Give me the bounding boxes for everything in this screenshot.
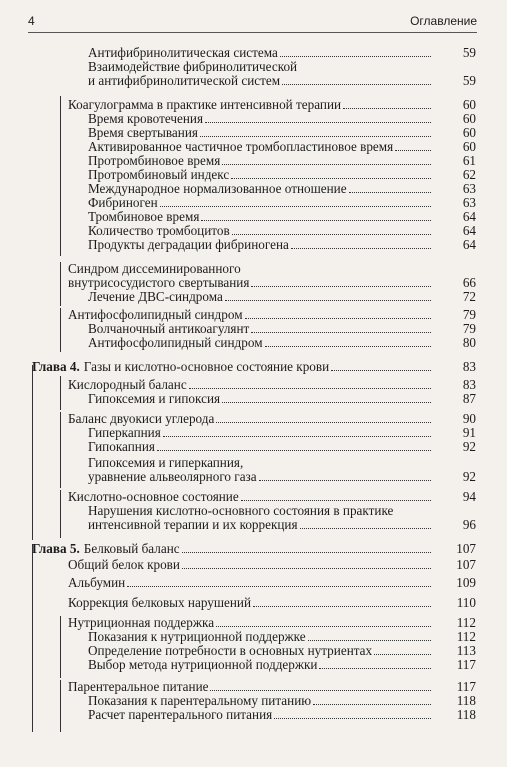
toc-entry[interactable] [88,630,476,644]
dot-leader [319,658,431,669]
dot-leader [231,168,431,179]
dot-leader [182,558,431,569]
dot-leader [210,680,431,691]
toc-entry[interactable] [88,336,476,350]
dot-leader [313,694,431,705]
toc-entry[interactable] [88,182,476,196]
toc-entry-title: Протромбиновое время [88,153,221,168]
toc-entry[interactable] [68,616,476,630]
toc-entry-title-cont: уравнение альвеолярного газа [88,469,257,484]
toc-entry[interactable] [68,490,476,504]
dot-leader [343,98,431,109]
page-ref: 107 [456,557,476,572]
dot-leader [265,336,431,347]
toc-entry-title: Антифосфолипидный синдром [68,307,243,322]
toc-entry[interactable] [68,308,476,322]
chapter-number: Глава 4. [32,359,80,374]
page-number: 4 [28,14,35,28]
toc-entry[interactable] [88,456,476,484]
toc-entry-title: Гипоксемия и гиперкапния, [88,455,244,470]
page-ref: 117 [456,657,476,672]
dot-leader [205,112,431,123]
toc-entry[interactable] [88,694,476,708]
toc-entry[interactable] [68,596,476,610]
toc-entry[interactable] [68,680,476,694]
page-ref: 92 [462,469,476,484]
toc-entry-title: Гиперкапния [88,425,161,440]
dot-leader [225,290,431,301]
toc-entry[interactable] [88,154,476,168]
toc-entry-title: Кислотно-основное состояние [68,489,239,504]
toc-entry[interactable] [88,112,476,126]
toc-entry[interactable] [68,98,476,112]
toc-entry[interactable] [88,60,476,88]
toc-entry-title: Гипоксемия и гипоксия [88,391,221,406]
toc-entry[interactable] [88,224,476,238]
dot-leader [259,470,431,481]
toc-entry[interactable] [88,196,476,210]
page-ref: 64 [462,209,476,224]
toc-entry-title-cont: интенсивной терапии и их коррекция [88,517,298,532]
dot-leader [200,126,431,137]
toc-entry[interactable] [88,426,476,440]
page-ref: 63 [462,181,476,196]
toc-entry-title: Количество тромбоцитов [88,223,230,238]
toc-entry-title: Коагулограмма в практике интенсивной терапии [68,97,342,112]
dot-leader [163,426,431,437]
page-ref: 92 [462,439,476,454]
toc-entry-title: Коррекция белковых нарушений [68,595,252,610]
dot-leader [216,616,431,627]
toc-entry-title: Альбумин [68,575,126,590]
page-ref: 60 [462,139,476,154]
toc-entry-title: Белковый баланс [83,541,180,556]
page-ref: 96 [462,517,476,532]
dot-leader [201,210,431,221]
toc-entry[interactable] [88,392,476,406]
page-ref: 61 [462,153,476,168]
dot-leader [182,542,431,553]
dot-leader [395,140,431,151]
toc-entry-title: Антифосфолипидный синдром [88,335,263,350]
toc-entry-title: Показания к нутриционной поддержке [88,629,306,644]
running-head: Оглавление [410,14,477,28]
toc-entry[interactable] [88,140,476,154]
dot-leader [245,308,431,319]
page-ref: 83 [462,377,476,392]
toc-entry-title: Парентеральное питание [68,679,209,694]
toc-entry-title: Время свертывания [88,125,198,140]
page-ref: 60 [462,97,476,112]
toc-entry[interactable] [88,238,476,252]
dot-leader [157,440,431,451]
page-ref: 87 [462,391,476,406]
dot-leader [280,46,431,57]
toc-entry[interactable] [68,576,476,590]
toc-entry[interactable] [88,708,476,722]
page-ref: 117 [456,679,476,694]
dot-leader [232,224,431,235]
toc-chapter-entry[interactable] [32,542,476,556]
toc-entry[interactable] [88,46,476,60]
toc-entry-title: Протромбиновый индекс [88,167,230,182]
toc-entry-title: Активированное частичное тромбопластиновое время [88,139,394,154]
page-ref: 80 [462,335,476,350]
toc-entry[interactable] [68,412,476,426]
toc-entry-title: Показания к парентеральному питанию [88,693,312,708]
toc-entry-title: Международное нормализованное отношение [88,181,347,196]
toc-entry-title: Баланс двуокиси углерода [68,411,215,426]
toc-entry-title-cont: внутрисосудистого свертывания [68,275,250,290]
toc-entry-title: Газы и кислотно-основное состояние крови [83,359,330,374]
toc-entry[interactable] [68,558,476,572]
toc-entry-title: Фибриноген [88,195,158,210]
toc-entry-title: Гипокапния [88,439,155,454]
toc-entry[interactable] [88,290,476,304]
dot-leader [189,378,431,389]
page-ref: 112 [456,629,476,644]
page-ref: 64 [462,223,476,238]
page-ref: 60 [462,111,476,126]
toc-entry-title: Определение потребности в основных нутриентах [88,643,373,658]
page-ref: 59 [462,73,476,88]
page-ref: 109 [456,575,476,590]
page-ref: 79 [462,321,476,336]
chapter-number: Глава 5. [32,541,80,556]
toc-entry-title: Волчаночный антикоагулянт [88,321,250,336]
dot-leader [160,196,431,207]
dot-leader [127,576,431,587]
dot-leader [349,182,431,193]
dot-leader [300,518,431,529]
toc-entry-title: Время кровотечения [88,111,204,126]
toc-entry-title: Нарушения кислотно-основного состояния в практике [88,503,394,518]
page-ref: 118 [456,693,476,708]
dot-leader [222,392,431,403]
page-ref: 83 [462,359,476,374]
toc-entry[interactable] [88,440,476,454]
page-ref: 64 [462,237,476,252]
toc-entry[interactable] [88,644,476,658]
dot-leader [251,276,431,287]
dot-leader [331,360,431,371]
dot-leader [216,412,431,423]
toc-entry-title: Лечение ДВС-синдрома [88,289,223,304]
toc-entry-title: Кислородный баланс [68,377,187,392]
toc-entry[interactable] [88,322,476,336]
dot-leader [241,490,431,501]
dot-leader [282,74,431,85]
toc-entry[interactable] [68,262,476,290]
page-ref: 60 [462,125,476,140]
page-ref: 59 [462,45,476,60]
page-ref: 79 [462,307,476,322]
toc-entry-title: Тромбиновое время [88,209,200,224]
page-ref: 62 [462,167,476,182]
toc-entry-title-cont: и антифибринолитической систем [88,73,281,88]
toc-entry-title: Антифибринолитическая система [88,45,278,60]
toc-entry-title: Взаимодействие фибринолитической [88,59,298,74]
page-ref: 91 [462,425,476,440]
dot-leader [253,596,431,607]
toc-entry-title: Нутриционная поддержка [68,615,215,630]
toc-entry[interactable] [88,658,476,672]
toc-entry-title: Расчет парентерального питания [88,707,273,722]
page-ref: 63 [462,195,476,210]
toc-entry[interactable] [68,378,476,392]
toc-entry-title: Синдром диссеминированного [68,261,241,276]
dot-leader [374,644,431,655]
dot-leader [251,322,431,333]
dot-leader [308,630,431,641]
toc-chapter-entry[interactable] [32,360,476,374]
toc-entry-title: Продукты деградации фибриногена [88,237,289,252]
page-ref: 72 [462,289,476,304]
toc-entry[interactable] [88,504,476,532]
dot-leader [274,708,431,719]
toc-entry-title: Выбор метода нутриционной поддержки [88,657,318,672]
page-ref: 112 [456,615,476,630]
page-ref: 110 [456,595,476,610]
page-ref: 90 [462,411,476,426]
toc-entry[interactable] [88,126,476,140]
page-ref: 118 [456,707,476,722]
page-ref: 66 [462,275,476,290]
page-ref: 113 [456,643,476,658]
dot-leader [291,238,431,249]
page-ref: 94 [462,489,476,504]
toc-entry[interactable] [88,210,476,224]
toc-entry-title: Общий белок крови [68,557,180,572]
dot-leader [222,154,431,165]
page-ref: 107 [456,541,476,556]
toc-entry[interactable] [88,168,476,182]
